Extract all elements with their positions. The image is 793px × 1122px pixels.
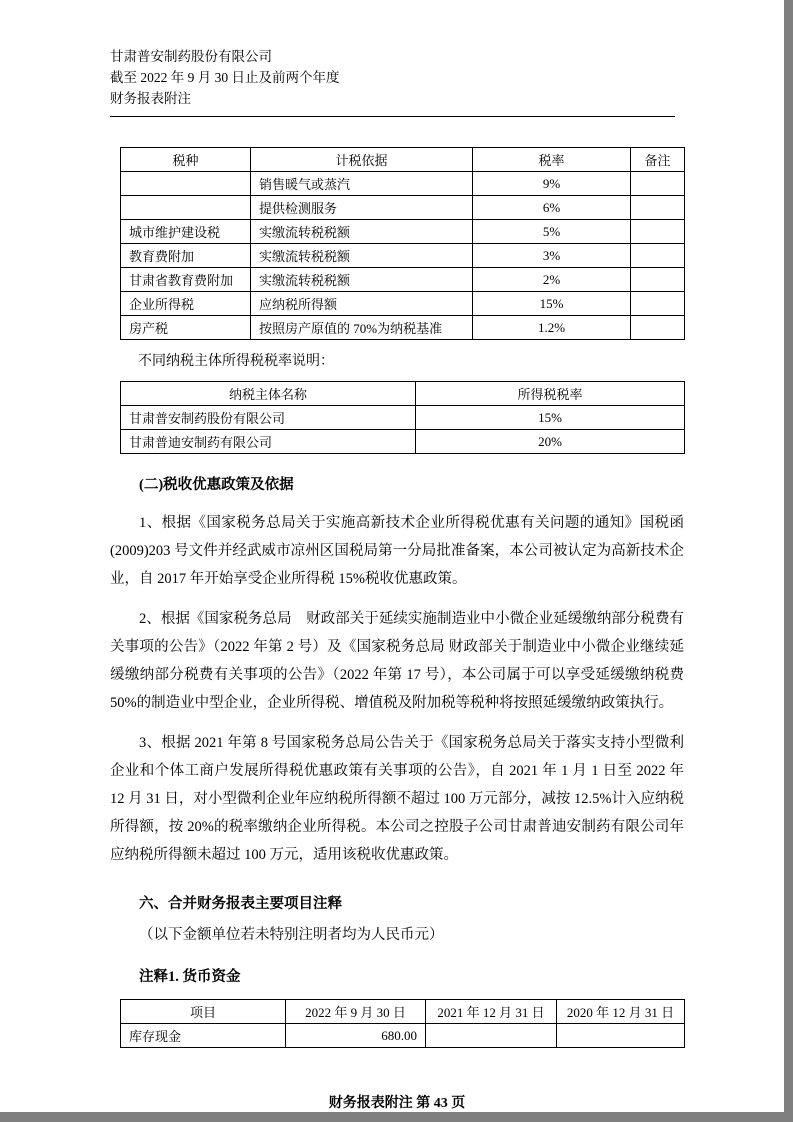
tax-type-cell: 企业所得税 [121,292,251,316]
tax-type-cell [121,196,251,220]
remark-cell [631,220,685,244]
remark-cell [631,196,685,220]
table-row [121,292,685,316]
header-divider [110,116,675,117]
monetary-funds-table [120,999,685,1048]
amount-2022-cell: 680.00 [286,1024,426,1048]
column-header-tax-basis: 计税依据 [251,148,473,172]
tax-rate-cell: 15% [473,292,631,316]
column-header-item: 项目 [121,1000,286,1024]
paragraph-3: 3、根据 2021 年第 8 号国家税务总局公告关于《国家税务总局关于落实支持小型微利企业和个体工商户发展所得税优惠政策有关事项的公告》，自 2021 年 1 月 1 日至 2022 年 12 月 31 日，对小型微利企业年应纳税所得额不超过 100 万元部分，减按 12.5%计入应纳税所得额，按 20%的税率缴纳企业所得税。本公司之控股子公司甘肃普迪安制药有限公司年应纳税所得额未超过 100 万元，适用该税收优惠政策。 [110,735,684,863]
remark-cell [631,292,685,316]
tax-rate-cell: 1.2% [473,316,631,340]
document-header [110,46,675,117]
tax-basis-cell: 提供检测服务 [251,196,473,220]
tax-rate-cell: 3% [473,244,631,268]
table-header-row [121,1000,685,1024]
column-header-remark: 备注 [631,148,685,172]
section-title-six: 六、合并财务报表主要项目注释 [139,896,342,912]
table-row [121,1024,685,1048]
currency-unit-note: （以下金额单位若未特别注明者均为人民币元） [139,927,444,943]
table-row [121,406,685,430]
tax-basis-cell: 应纳税所得额 [251,292,473,316]
column-header-tax-type: 税种 [121,148,251,172]
item-cell: 库存现金 [121,1024,286,1048]
column-header-date-2022: 2022 年 9 月 30 日 [286,1000,426,1024]
entity-tax-rate-table [120,381,685,454]
table-row [121,172,685,196]
column-header-date-2020: 2020 年 12 月 31 日 [557,1000,685,1024]
tax-type-cell: 甘肃省教育费附加 [121,268,251,292]
tax-type-cell: 房产税 [121,316,251,340]
document-title: 财务报表附注 [110,91,191,106]
tax-basis-cell: 实缴流转税税额 [251,220,473,244]
remark-cell [631,316,685,340]
tax-basis-cell: 实缴流转税税额 [251,268,473,292]
table-row [121,220,685,244]
tax-rate-cell: 2% [473,268,631,292]
remark-cell [631,268,685,292]
table-row [121,430,685,454]
entity-name-cell: 甘肃普迪安制药有限公司 [121,430,416,454]
table-row [121,268,685,292]
note1-title: 注释1. 货币资金 [139,969,241,985]
column-header-entity-name: 纳税主体名称 [121,382,416,406]
table-row [121,316,685,340]
paragraph-2: 2、根据《国家税务总局 财政部关于延续实施制造业中小微企业延缓缴纳部分税费有关事项的公告》（2022 年第 2 号）及《国家税务总局 财政部关于制造业中小微企业继续延缓缴纳部分税费有关事项的公告》（2022 年第 17 号），本公司属于可以享受延缓缴纳税费 50%的制造业中型企业，企业所得税、增值税及附加税等税种将按照延缓缴纳政策执行。 [110,611,684,711]
tax-rate-cell: 9% [473,172,631,196]
tax-rate-note: 不同纳税主体所得税税率说明： [138,354,334,369]
tax-rate-cell: 6% [473,196,631,220]
paragraph-1: 1、根据《国家税务总局关于实施高新技术企业所得税优惠有关问题的通知》国税函(2009)203 号文件并经武威市凉州区国税局第一分局批准备案，本公司被认定为高新技术企业，自 2017 年开始享受企业所得税 15%税收优惠政策。 [110,515,684,587]
table-header-row [121,382,685,406]
report-period: 截至 2022 年 9 月 30 日止及前两个年度 [110,70,340,85]
company-name: 甘肃普安制药股份有限公司 [110,49,272,64]
tax-rate-table [120,147,685,340]
tax-basis-cell: 实缴流转税税额 [251,244,473,268]
entity-rate-cell: 15% [416,406,685,430]
table-row [121,196,685,220]
column-header-tax-rate: 税率 [473,148,631,172]
column-header-date-2021: 2021 年 12 月 31 日 [426,1000,557,1024]
tax-type-cell: 城市维护建设税 [121,220,251,244]
entity-name-cell: 甘肃普安制药股份有限公司 [121,406,416,430]
tax-type-cell [121,172,251,196]
table-header-row [121,148,685,172]
tax-basis-cell: 按照房产原值的 70%为纳税基准 [251,316,473,340]
tax-basis-cell: 销售暖气或蒸汽 [251,172,473,196]
tax-type-cell: 教育费附加 [121,244,251,268]
section-title-tax-preference: (二)税收优惠政策及依据 [139,477,294,493]
tax-rate-cell: 5% [473,220,631,244]
page-footer: 财务报表附注 第 43 页 [328,1096,466,1111]
entity-rate-cell: 20% [416,430,685,454]
table-row [121,244,685,268]
remark-cell [631,244,685,268]
remark-cell [631,172,685,196]
amount-2021-cell [426,1024,557,1048]
amount-2020-cell [557,1024,685,1048]
column-header-income-tax-rate: 所得税税率 [416,382,685,406]
